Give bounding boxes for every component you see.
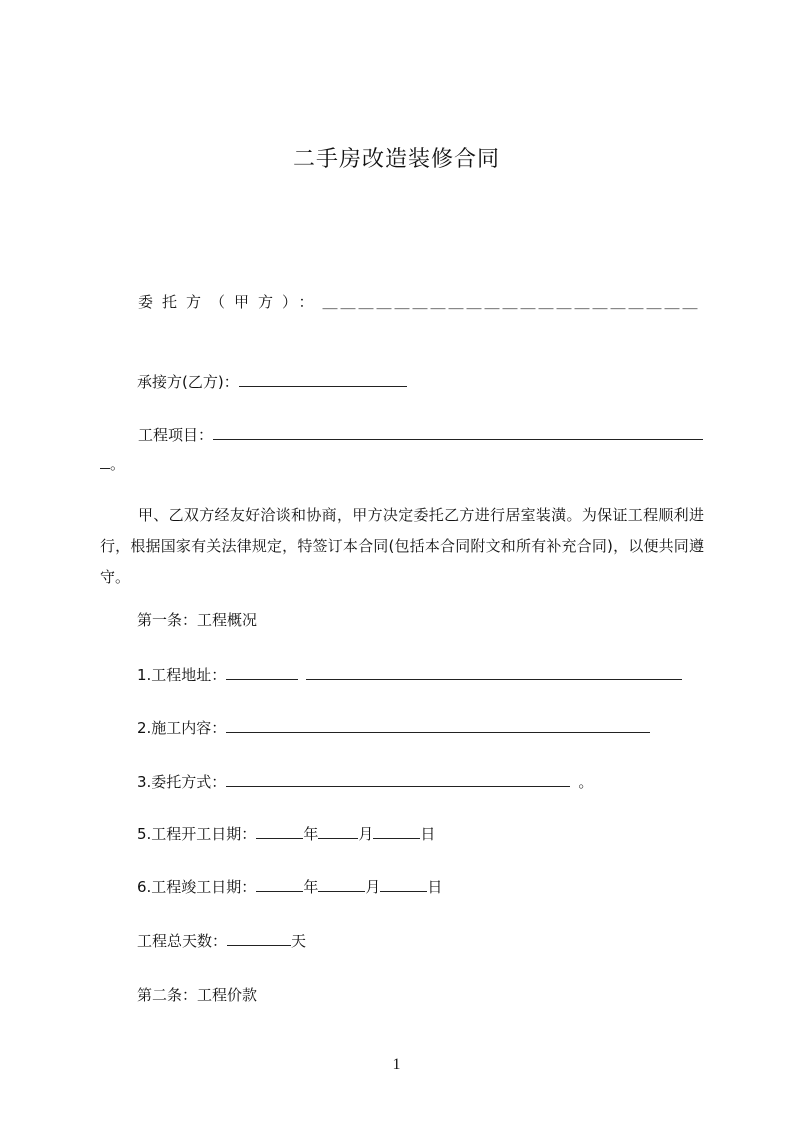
start-day-unit: 日	[420, 825, 436, 843]
content-line	[137, 718, 650, 738]
client-line	[138, 292, 701, 312]
article1-heading: 第一条：工程概况	[137, 611, 258, 629]
project-blank[interactable]	[213, 425, 703, 440]
start-month-blank[interactable]	[318, 824, 358, 839]
client-label: 委托方（甲方）：	[138, 293, 323, 311]
content-label: 2.施工内容：	[137, 719, 227, 737]
address-line	[137, 665, 682, 685]
page-number: 1	[392, 1056, 401, 1073]
start-date-label: 5.工程开工日期：	[137, 825, 257, 843]
content-blank[interactable]	[226, 718, 650, 733]
start-year-unit: 年	[303, 825, 319, 843]
end-day-blank[interactable]	[380, 877, 427, 892]
total-days-unit: 天	[291, 932, 307, 950]
project-line-cont	[100, 454, 125, 474]
total-days-label: 工程总天数：	[137, 932, 228, 950]
address-blank-2[interactable]	[306, 665, 682, 680]
page-title: 二手房改造装修合同	[292, 147, 500, 172]
start-date-line	[137, 824, 435, 844]
contractor-line	[137, 372, 407, 392]
end-month-blank[interactable]	[318, 877, 365, 892]
contractor-label: 承接方(乙方)：	[137, 373, 239, 391]
end-year-unit: 年	[303, 878, 319, 896]
start-year-blank[interactable]	[256, 824, 303, 839]
address-label: 1.工程地址：	[137, 666, 227, 684]
client-blank[interactable]: ＿＿＿＿＿＿＿＿＿＿＿＿＿＿＿＿＿＿＿＿＿	[322, 293, 701, 311]
start-day-blank[interactable]	[373, 824, 420, 839]
project-blank-cont[interactable]	[100, 454, 110, 469]
start-month-unit: 月	[358, 825, 374, 843]
address-blank-1[interactable]	[226, 665, 298, 680]
project-end: 。	[110, 455, 126, 473]
project-label: 工程项目：	[138, 426, 214, 444]
end-month-unit: 月	[365, 878, 381, 896]
mode-blank[interactable]	[226, 772, 570, 787]
contractor-blank[interactable]	[239, 372, 407, 387]
mode-line	[137, 772, 593, 792]
intro-paragraph: 甲、乙双方经友好洽谈和协商，甲方决定委托乙方进行居室装潢。为保证工程顺利进行，根据国家有关法律规定，特签订本合同(包括本合同附文和所有补充合同)，以便共同遵守。	[100, 506, 704, 586]
total-days-line	[137, 931, 306, 951]
end-date-line	[137, 877, 442, 897]
total-days-blank[interactable]	[227, 931, 291, 946]
end-year-blank[interactable]	[256, 877, 303, 892]
end-day-unit: 日	[427, 878, 443, 896]
article2-heading: 第二条：工程价款	[137, 986, 258, 1004]
mode-label: 3.委托方式：	[137, 773, 227, 791]
mode-end: 。	[578, 773, 594, 791]
project-line	[138, 425, 703, 445]
end-date-label: 6.工程竣工日期：	[137, 878, 257, 896]
